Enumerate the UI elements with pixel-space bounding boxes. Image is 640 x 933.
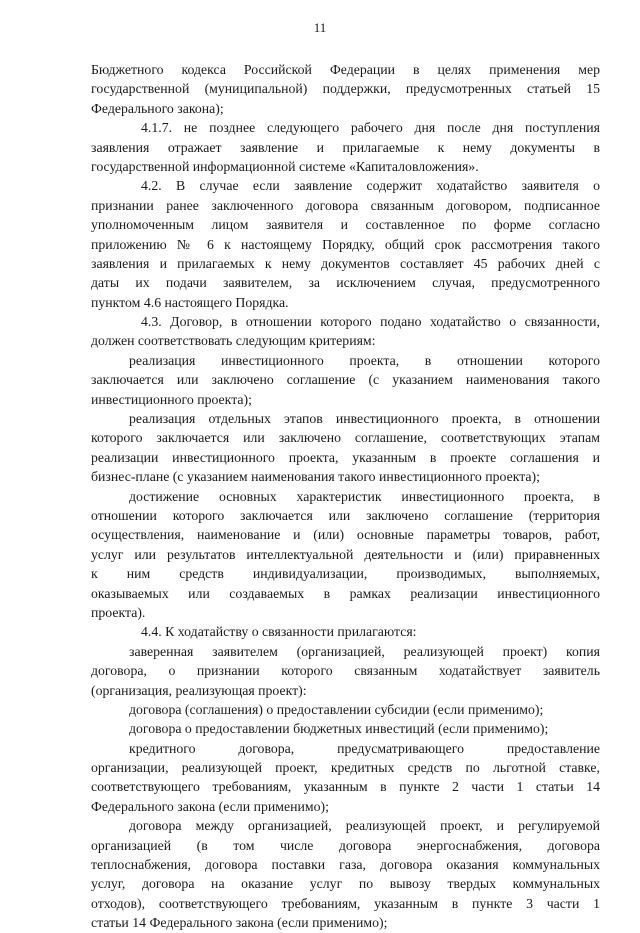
text-line: пунктом 4.6 настоящего Порядка. bbox=[91, 294, 289, 310]
text-line: отношении которого заключается или заключено соглашение (территория bbox=[91, 507, 600, 523]
text-line: услуг или результатов интеллектуальной деятельности и (или) приравненных bbox=[91, 546, 600, 562]
text-line: заявления и прилагаемых к нему документов составляет 45 рабочих дней с bbox=[91, 255, 600, 271]
text-line: заключается или заключено соглашение (с указанием наименования такого bbox=[91, 372, 600, 388]
text-line: услуг, договора на оказание услуг по вывозу твердых коммунальных bbox=[91, 876, 600, 892]
text-line: статьи 14 Федерального закона (если применимо); bbox=[91, 915, 388, 931]
text-line: к ним средств индивидуализации, производимых, выполняемых, bbox=[91, 566, 600, 582]
text-line: оказываемых или создаваемых в рамках реализации инвестиционного bbox=[91, 585, 600, 601]
text-line: соответствующего требованиям, указанным в пункте 2 части 1 статьи 14 bbox=[91, 779, 600, 795]
text-line: инвестиционного проекта); bbox=[91, 391, 252, 407]
text-line: реализации инвестиционного проекта, указанным в проекте соглашения и bbox=[91, 449, 600, 465]
text-line: заявления отражает заявление и прилагаемые к нему документы в bbox=[91, 139, 600, 155]
text-line: кредитного договора, предусматривающего предоставление bbox=[129, 740, 600, 756]
text-line: организации, реализующей проект, кредитных средств по льготной ставке, bbox=[91, 760, 600, 776]
text-line: проекта). bbox=[91, 604, 146, 620]
text-line: договора о предоставлении бюджетных инвестиций (если применимо); bbox=[129, 721, 549, 737]
text-line: организацией (в том числе договора энергоснабжения, договора bbox=[91, 837, 600, 853]
text-line: реализация отдельных этапов инвестиционного проекта, в отношении bbox=[129, 411, 600, 427]
text-line: бизнес-плане (с указанием наименования такого инвестиционного проекта); bbox=[91, 469, 540, 485]
text-line: заверенная заявителем (организацией, реализующей проект) копия bbox=[129, 643, 600, 659]
text-line: которого заключается или заключено соглашение, соответствующих этапам bbox=[91, 430, 600, 446]
text-line: договора (соглашения) о предоставлении субсидии (если применимо); bbox=[129, 701, 544, 717]
text-line: теплоснабжения, договора поставки газа, договора оказания коммунальных bbox=[91, 857, 600, 873]
text-line: даты их подачи заявителем, за исключением случая, предусмотренного bbox=[91, 275, 600, 291]
text-line: Федерального закона (если применимо); bbox=[91, 798, 329, 814]
document-body bbox=[91, 60, 600, 933]
text-line: (организация, реализующая проект): bbox=[91, 682, 307, 698]
text-line: Федерального закона); bbox=[91, 100, 224, 116]
text-line: договора между организацией, реализующей проект, и регулируемой bbox=[129, 818, 600, 834]
text-line: признании ранее заключенного договора связанным договором, подписанное bbox=[91, 197, 600, 213]
text-line: осуществления, наименование и (или) основные параметры товаров, работ, bbox=[91, 527, 600, 543]
text-line: 4.4. К ходатайству о связанности прилагаются: bbox=[141, 624, 417, 640]
text-line: договора, о признании которого связанным ходатайствует заявитель bbox=[91, 663, 600, 679]
text-line: государственной (муниципальной) поддержки, предусмотренных статьей 15 bbox=[91, 81, 600, 97]
text-line: уполномоченным лицом заявителя и составленное по форме согласно bbox=[91, 217, 600, 233]
text-line: 4.2. В случае если заявление содержит ходатайство заявителя о bbox=[141, 178, 600, 194]
text-line: достижение основных характеристик инвестиционного проекта, в bbox=[129, 488, 600, 504]
page-number: 11 bbox=[313, 20, 327, 35]
text-line: Бюджетного кодекса Российской Федерации в целях применения мер bbox=[91, 62, 600, 77]
text-line: реализация инвестиционного проекта, в отношении которого bbox=[129, 352, 600, 368]
text-line: приложению № 6 к настоящему Порядку, общий срок рассмотрения такого bbox=[91, 236, 600, 252]
text-line: должен соответствовать следующим критериям: bbox=[91, 333, 376, 349]
text-line: отходов), соответствующего требованиям, указанным в пункте 3 части 1 bbox=[91, 895, 600, 911]
text-line: 4.1.7. не позднее следующего рабочего дня после дня поступления bbox=[141, 120, 600, 136]
text-line: 4.3. Договор, в отношении которого подано ходатайство о связанности, bbox=[141, 314, 600, 330]
text-line: государственной информационной системе «Капиталовложения». bbox=[91, 158, 479, 174]
